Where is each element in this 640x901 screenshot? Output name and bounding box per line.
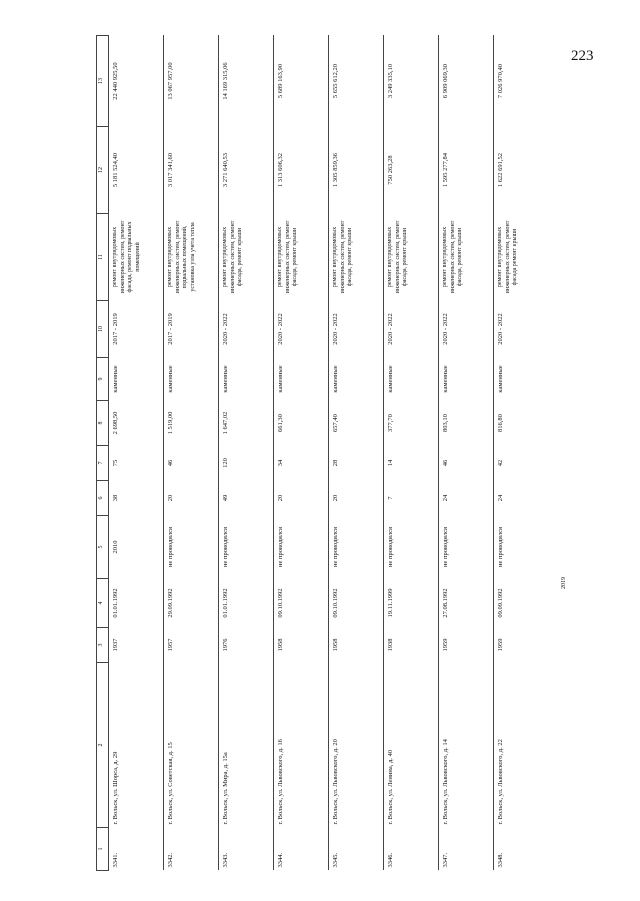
col-header-9: 9	[97, 358, 109, 401]
cell-col-4: 27.08.1992	[439, 579, 494, 628]
cell-col-11: ремонт внутридомовых инженерных систем, ремонт фасада ремонт крыши	[494, 214, 549, 301]
footer-note: 2019	[561, 577, 567, 589]
cell-col-1: 3341.	[109, 828, 164, 871]
cell-col-4: 09.10.1992	[274, 579, 329, 628]
cell-col-9: каменные	[384, 358, 439, 401]
cell-col-1: 3342.	[164, 828, 219, 871]
cell-col-9: каменные	[219, 358, 274, 401]
cell-col-4: 01.01.1992	[109, 579, 164, 628]
cell-col-3: 1957	[164, 628, 219, 663]
cell-col-2: г. Вольск, ул. Львовского, д. 20	[329, 663, 384, 828]
cell-col-11: ремонт внутридомовых инженерных систем, ремонт фасада, ремонт крыши	[274, 214, 329, 301]
cell-col-8: 803,10	[439, 401, 494, 446]
cell-col-13: 7 026 970,40	[494, 36, 549, 127]
cell-col-13: 5 689 163,90	[274, 36, 329, 127]
cell-col-5: не проводился	[329, 516, 384, 579]
cell-col-3: 1937	[109, 628, 164, 663]
cell-col-6: 20	[274, 481, 329, 516]
cell-col-10: 2020 - 2022	[329, 301, 384, 358]
cell-col-1: 3345.	[329, 828, 384, 871]
column-number-row	[97, 36, 109, 871]
col-header-1: 1	[97, 828, 109, 871]
cell-col-2: г. Вольск, ул. Советская, д. 15	[164, 663, 219, 828]
cell-col-12: 1 305 859,36	[329, 127, 384, 214]
cell-col-11: ремонт внутридомовых инженерных систем, ремонт фасада, ремонт крыши	[329, 214, 384, 301]
cell-col-7: 28	[329, 446, 384, 481]
cell-col-3: 1938	[384, 628, 439, 663]
cell-col-6: 38	[109, 481, 164, 516]
cell-col-8: 816,80	[494, 401, 549, 446]
table-row	[219, 36, 274, 871]
cell-col-12: 3 017 341,60	[164, 127, 219, 214]
cell-col-9: каменные	[439, 358, 494, 401]
col-header-3: 3	[97, 628, 109, 663]
cell-col-11: ремонт внутридомовых инженерных систем, ремонт фасада, ремонт подвальных помещений	[109, 214, 164, 301]
cell-col-7: 46	[164, 446, 219, 481]
cell-col-8: 657,40	[329, 401, 384, 446]
cell-col-2: г. Вольск, ул. Мира, д. 15а	[219, 663, 274, 828]
cell-col-13: 5 655 612,20	[329, 36, 384, 127]
table-row	[384, 36, 439, 871]
cell-col-3: 1959	[494, 628, 549, 663]
cell-col-7: 34	[274, 446, 329, 481]
cell-col-1: 3346.	[384, 828, 439, 871]
cell-col-7: 46	[439, 446, 494, 481]
cell-col-2: г. Вольск, ул. Львовского, д. 16	[274, 663, 329, 828]
cell-col-2: г. Вольск, ул. Ленина, д. 40	[384, 663, 439, 828]
cell-col-9: каменные	[329, 358, 384, 401]
table-row	[494, 36, 549, 871]
cell-col-12: 5 181 524,40	[109, 127, 164, 214]
cell-col-12: 3 271 640,53	[219, 127, 274, 214]
cell-col-13: 13 067 957,00	[164, 36, 219, 127]
cell-col-10: 2020 - 2022	[274, 301, 329, 358]
col-header-7: 7	[97, 446, 109, 481]
cell-col-1: 3347.	[439, 828, 494, 871]
cell-col-5: не проводился	[384, 516, 439, 579]
cell-col-7: 75	[109, 446, 164, 481]
cell-col-8: 1 647,02	[219, 401, 274, 446]
cell-col-4: 09.10.1992	[329, 579, 384, 628]
cell-col-13: 14 169 315,06	[219, 36, 274, 127]
cell-col-13: 6 909 069,30	[439, 36, 494, 127]
cell-col-2: г. Вольск, ул. Шорса, д. 29	[109, 663, 164, 828]
cell-col-8: 2 698,50	[109, 401, 164, 446]
cell-col-11: ремонт внутридомовых инженерных систем, ремонт подвальных помещений, установка узла учета тепла	[164, 214, 219, 301]
cell-col-8: 1 519,00	[164, 401, 219, 446]
cell-col-11: ремонт внутридомовых инженерных систем, ремонт фасада, ремонт крыши	[219, 214, 274, 301]
cell-col-10: 2020 - 2022	[494, 301, 549, 358]
cell-col-1: 3344.	[274, 828, 329, 871]
cell-col-12: 750 263,28	[384, 127, 439, 214]
cell-col-13: 3 249 335,10	[384, 36, 439, 127]
col-header-12: 12	[97, 127, 109, 214]
cell-col-11: ремонт внутридомовых инженерных систем, ремонт фасада, ремонт крыши	[384, 214, 439, 301]
registry-table	[96, 35, 548, 871]
cell-col-4: 19.11.1999	[384, 579, 439, 628]
cell-col-5: 2010	[109, 516, 164, 579]
cell-col-12: 1 622 691,52	[494, 127, 549, 214]
col-header-4: 4	[97, 579, 109, 628]
col-header-10: 10	[97, 301, 109, 358]
cell-col-6: 20	[329, 481, 384, 516]
cell-col-7: 120	[219, 446, 274, 481]
cell-col-3: 1958	[274, 628, 329, 663]
cell-col-4: 29.09.1992	[164, 579, 219, 628]
cell-col-6: 7	[384, 481, 439, 516]
cell-col-5: не проводился	[439, 516, 494, 579]
cell-col-6: 49	[219, 481, 274, 516]
cell-col-6: 20	[164, 481, 219, 516]
col-header-2: 2	[97, 663, 109, 828]
cell-col-7: 14	[384, 446, 439, 481]
table-container	[98, 62, 532, 868]
cell-col-11: ремонт внутридомовых инженерных систем, ремонт фасада, ремонт крыши	[439, 214, 494, 301]
cell-col-13: 22 440 925,50	[109, 36, 164, 127]
cell-col-10: 2020 - 2022	[219, 301, 274, 358]
cell-col-6: 24	[494, 481, 549, 516]
page-number: 223	[571, 48, 594, 64]
cell-col-12: 1 313 606,32	[274, 127, 329, 214]
cell-col-5: не проводился	[164, 516, 219, 579]
cell-col-9: каменные	[494, 358, 549, 401]
cell-col-4: 09.09.1992	[494, 579, 549, 628]
cell-col-5: не проводился	[494, 516, 549, 579]
col-header-11: 11	[97, 214, 109, 301]
cell-col-3: 1959	[439, 628, 494, 663]
table-row	[329, 36, 384, 871]
cell-col-2: г. Вольск, ул. Львовского, д. 14	[439, 663, 494, 828]
cell-col-1: 3343.	[219, 828, 274, 871]
col-header-5: 5	[97, 516, 109, 579]
cell-col-5: не проводился	[274, 516, 329, 579]
cell-col-9: каменные	[109, 358, 164, 401]
cell-col-9: каменные	[164, 358, 219, 401]
col-header-8: 8	[97, 401, 109, 446]
cell-col-6: 24	[439, 481, 494, 516]
table-row	[109, 36, 164, 871]
cell-col-3: 1976	[219, 628, 274, 663]
cell-col-12: 1 595 277,84	[439, 127, 494, 214]
col-header-6: 6	[97, 481, 109, 516]
table-row	[274, 36, 329, 871]
cell-col-8: 377,70	[384, 401, 439, 446]
cell-col-3: 1958	[329, 628, 384, 663]
cell-col-4: 01.01.1992	[219, 579, 274, 628]
col-header-13: 13	[97, 36, 109, 127]
cell-col-2: г. Вольск, ул. Львовского, д. 22	[494, 663, 549, 828]
cell-col-7: 42	[494, 446, 549, 481]
cell-col-10: 2020 - 2022	[384, 301, 439, 358]
table-row	[439, 36, 494, 871]
table-body	[109, 36, 549, 871]
cell-col-8: 661,30	[274, 401, 329, 446]
cell-col-10: 2017 - 2019	[164, 301, 219, 358]
cell-col-1: 3348.	[494, 828, 549, 871]
cell-col-10: 2020 - 2022	[439, 301, 494, 358]
table-row	[164, 36, 219, 871]
cell-col-5: не проводился	[219, 516, 274, 579]
cell-col-10: 2017 - 2019	[109, 301, 164, 358]
cell-col-9: каменные	[274, 358, 329, 401]
